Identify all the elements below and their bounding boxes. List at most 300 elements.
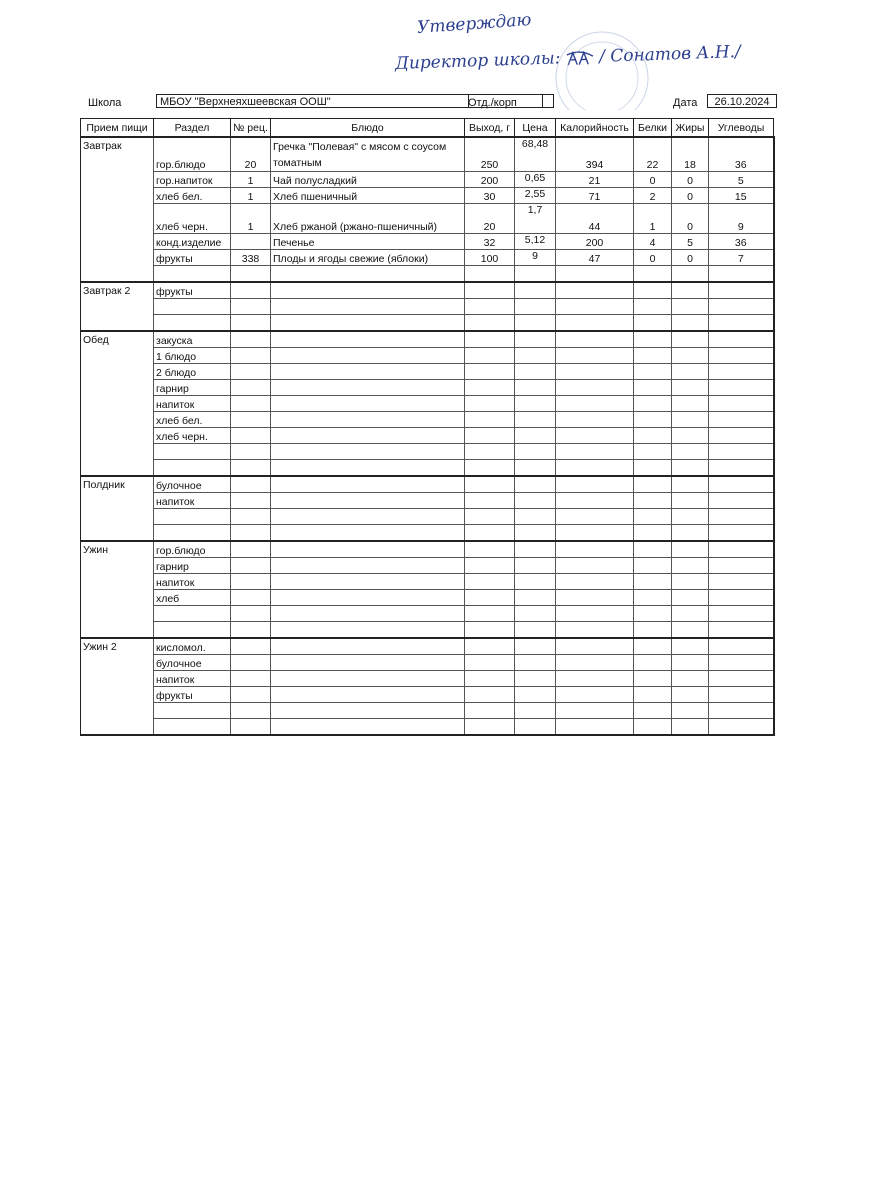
- table-row: [81, 670, 774, 686]
- cell-yield: 20: [465, 203, 515, 233]
- cell-dish: [271, 427, 465, 443]
- cell-dish: [271, 476, 465, 493]
- cell-section: [154, 508, 231, 524]
- meal-name: Ужин 2: [81, 638, 154, 735]
- cell-kcal: [556, 476, 634, 493]
- cell-protein: [634, 541, 672, 558]
- cell-price: [515, 508, 556, 524]
- cell-fat: [672, 282, 709, 299]
- cell-protein: [634, 395, 672, 411]
- cell-recipe: [231, 573, 271, 589]
- cell-yield: [465, 265, 515, 282]
- cell-kcal: [556, 686, 634, 702]
- cell-carbs: [709, 395, 774, 411]
- cell-yield: [465, 589, 515, 605]
- cell-dish: Хлеб ржаной (ржано-пшеничный): [271, 203, 465, 233]
- cell-section: 2 блюдо: [154, 363, 231, 379]
- cell-kcal: 21: [556, 171, 634, 187]
- cell-section: [154, 265, 231, 282]
- cell-fat: 0: [672, 171, 709, 187]
- cell-dish: [271, 702, 465, 718]
- cell-recipe: 20: [231, 137, 271, 171]
- table-row: [81, 508, 774, 524]
- cell-recipe: 338: [231, 249, 271, 265]
- date-label: Дата: [673, 97, 698, 109]
- cell-fat: 0: [672, 187, 709, 203]
- cell-yield: [465, 298, 515, 314]
- column-header: Раздел: [154, 119, 231, 138]
- cell-section: закуска: [154, 331, 231, 348]
- cell-section: [154, 314, 231, 331]
- cell-protein: 0: [634, 171, 672, 187]
- cell-carbs: 5: [709, 171, 774, 187]
- table-row: [81, 363, 774, 379]
- table-row: [81, 589, 774, 605]
- cell-yield: [465, 363, 515, 379]
- cell-dish: [271, 686, 465, 702]
- cell-protein: [634, 605, 672, 621]
- cell-protein: [634, 702, 672, 718]
- cell-kcal: [556, 702, 634, 718]
- cell-carbs: [709, 686, 774, 702]
- cell-carbs: 36: [709, 137, 774, 171]
- cell-dish: [271, 265, 465, 282]
- cell-carbs: 7: [709, 249, 774, 265]
- cell-price: 68,48: [515, 137, 556, 171]
- cell-recipe: [231, 541, 271, 558]
- cell-recipe: [231, 476, 271, 493]
- cell-section: гор.напиток: [154, 171, 231, 187]
- cell-kcal: [556, 331, 634, 348]
- cell-yield: [465, 314, 515, 331]
- cell-protein: [634, 621, 672, 638]
- cell-kcal: [556, 492, 634, 508]
- cell-dish: [271, 621, 465, 638]
- column-header: Калорийность: [556, 119, 634, 138]
- cell-section: [154, 605, 231, 621]
- cell-fat: [672, 573, 709, 589]
- cell-kcal: [556, 347, 634, 363]
- cell-price: 5,12: [515, 233, 556, 249]
- cell-yield: [465, 347, 515, 363]
- cell-yield: [465, 508, 515, 524]
- cell-fat: [672, 347, 709, 363]
- table-row: [81, 557, 774, 573]
- approval-title: Утверждаю: [416, 10, 533, 38]
- cell-carbs: [709, 508, 774, 524]
- cell-kcal: [556, 638, 634, 655]
- cell-recipe: [231, 654, 271, 670]
- cell-fat: [672, 265, 709, 282]
- cell-protein: 0: [634, 249, 672, 265]
- cell-price: [515, 686, 556, 702]
- column-header: Жиры: [672, 119, 709, 138]
- cell-fat: [672, 298, 709, 314]
- cell-recipe: [231, 298, 271, 314]
- cell-section: фрукты: [154, 282, 231, 299]
- table-row: [81, 702, 774, 718]
- cell-section: 1 блюдо: [154, 347, 231, 363]
- cell-yield: 100: [465, 249, 515, 265]
- cell-dish: Гречка "Полевая" с мясом с соусом томатным: [271, 137, 465, 171]
- cell-yield: [465, 476, 515, 493]
- cell-recipe: [231, 331, 271, 348]
- table-header-row: [81, 119, 774, 138]
- cell-dish: [271, 443, 465, 459]
- cell-recipe: [231, 314, 271, 331]
- cell-dish: [271, 298, 465, 314]
- cell-price: [515, 638, 556, 655]
- cell-fat: [672, 395, 709, 411]
- cell-section: [154, 718, 231, 735]
- cell-recipe: [231, 621, 271, 638]
- cell-section: [154, 298, 231, 314]
- cell-carbs: 36: [709, 233, 774, 249]
- table-row: [81, 171, 774, 187]
- cell-kcal: 47: [556, 249, 634, 265]
- column-header: Прием пищи: [81, 119, 154, 138]
- cell-protein: [634, 411, 672, 427]
- cell-recipe: [231, 265, 271, 282]
- cell-kcal: 394: [556, 137, 634, 171]
- school-field: МБОУ "Верхнеяхшеевская ООШ": [156, 94, 543, 108]
- cell-price: [515, 347, 556, 363]
- cell-fat: 0: [672, 203, 709, 233]
- cell-section: хлеб: [154, 589, 231, 605]
- cell-carbs: [709, 331, 774, 348]
- cell-price: [515, 298, 556, 314]
- cell-recipe: [231, 363, 271, 379]
- table-row: [81, 573, 774, 589]
- meal-name: Ужин: [81, 541, 154, 638]
- cell-price: [515, 492, 556, 508]
- cell-recipe: [231, 557, 271, 573]
- cell-price: [515, 573, 556, 589]
- cell-yield: [465, 718, 515, 735]
- cell-carbs: [709, 524, 774, 541]
- cell-carbs: [709, 411, 774, 427]
- table-row: [81, 621, 774, 638]
- cell-yield: [465, 282, 515, 299]
- cell-yield: [465, 670, 515, 686]
- table-row: [81, 395, 774, 411]
- cell-fat: [672, 541, 709, 558]
- meal-name: Завтрак: [81, 137, 154, 282]
- table-row: [81, 347, 774, 363]
- cell-price: [515, 331, 556, 348]
- cell-section: фрукты: [154, 686, 231, 702]
- cell-kcal: [556, 605, 634, 621]
- column-header: Белки: [634, 119, 672, 138]
- cell-dish: [271, 589, 465, 605]
- cell-fat: 5: [672, 233, 709, 249]
- cell-price: [515, 557, 556, 573]
- cell-price: [515, 443, 556, 459]
- cell-kcal: [556, 621, 634, 638]
- cell-price: [515, 363, 556, 379]
- table-row: [81, 459, 774, 476]
- dept-field: [468, 94, 554, 108]
- cell-section: напиток: [154, 492, 231, 508]
- table-row: [81, 638, 774, 655]
- cell-carbs: [709, 476, 774, 493]
- cell-kcal: [556, 459, 634, 476]
- cell-fat: [672, 427, 709, 443]
- cell-kcal: [556, 379, 634, 395]
- cell-price: [515, 654, 556, 670]
- school-label: Школа: [88, 97, 122, 109]
- cell-dish: [271, 654, 465, 670]
- cell-recipe: 1: [231, 171, 271, 187]
- column-header: Углеводы: [709, 119, 774, 138]
- cell-recipe: [231, 233, 271, 249]
- cell-protein: 4: [634, 233, 672, 249]
- column-header: Выход, г: [465, 119, 515, 138]
- cell-dish: [271, 347, 465, 363]
- cell-yield: [465, 686, 515, 702]
- cell-section: напиток: [154, 573, 231, 589]
- cell-carbs: [709, 443, 774, 459]
- cell-section: [154, 524, 231, 541]
- cell-recipe: 1: [231, 203, 271, 233]
- cell-fat: [672, 605, 709, 621]
- cell-recipe: [231, 638, 271, 655]
- cell-fat: [672, 459, 709, 476]
- meal-name: Полдник: [81, 476, 154, 541]
- cell-kcal: [556, 443, 634, 459]
- cell-dish: Плоды и ягоды свежие (яблоки): [271, 249, 465, 265]
- cell-fat: 18: [672, 137, 709, 171]
- cell-section: гарнир: [154, 557, 231, 573]
- cell-fat: [672, 654, 709, 670]
- cell-yield: [465, 492, 515, 508]
- cell-carbs: [709, 314, 774, 331]
- cell-price: [515, 265, 556, 282]
- cell-kcal: [556, 573, 634, 589]
- cell-fat: [672, 621, 709, 638]
- cell-dish: [271, 508, 465, 524]
- cell-protein: [634, 331, 672, 348]
- cell-recipe: [231, 347, 271, 363]
- cell-protein: [634, 379, 672, 395]
- cell-kcal: [556, 363, 634, 379]
- cell-carbs: [709, 363, 774, 379]
- cell-protein: [634, 443, 672, 459]
- cell-fat: [672, 702, 709, 718]
- cell-kcal: [556, 282, 634, 299]
- cell-kcal: [556, 654, 634, 670]
- cell-section: кисломол.: [154, 638, 231, 655]
- table-row: [81, 605, 774, 621]
- cell-yield: [465, 557, 515, 573]
- cell-price: [515, 427, 556, 443]
- cell-dish: [271, 379, 465, 395]
- cell-recipe: [231, 427, 271, 443]
- cell-protein: [634, 524, 672, 541]
- table-row: [81, 411, 774, 427]
- column-header: Блюдо: [271, 119, 465, 138]
- cell-dish: [271, 638, 465, 655]
- cell-kcal: [556, 557, 634, 573]
- cell-kcal: 71: [556, 187, 634, 203]
- cell-fat: 0: [672, 249, 709, 265]
- cell-price: [515, 541, 556, 558]
- meal-name: Завтрак 2: [81, 282, 154, 331]
- cell-kcal: [556, 670, 634, 686]
- director-label: Директор школы:: [394, 48, 561, 75]
- cell-carbs: [709, 265, 774, 282]
- cell-protein: 1: [634, 203, 672, 233]
- cell-protein: [634, 492, 672, 508]
- cell-recipe: [231, 605, 271, 621]
- cell-protein: 2: [634, 187, 672, 203]
- cell-dish: [271, 573, 465, 589]
- column-header: Цена: [515, 119, 556, 138]
- cell-protein: [634, 282, 672, 299]
- cell-protein: 22: [634, 137, 672, 171]
- cell-kcal: [556, 314, 634, 331]
- cell-dish: Чай полусладкий: [271, 171, 465, 187]
- cell-fat: [672, 363, 709, 379]
- cell-kcal: [556, 411, 634, 427]
- table-row: [81, 137, 774, 171]
- table-row: [81, 541, 774, 558]
- table-row: [81, 298, 774, 314]
- cell-dish: [271, 395, 465, 411]
- table-row: [81, 379, 774, 395]
- cell-section: [154, 443, 231, 459]
- cell-carbs: [709, 638, 774, 655]
- cell-carbs: [709, 670, 774, 686]
- menu-table: [80, 118, 775, 736]
- cell-dish: [271, 331, 465, 348]
- column-header: № рец.: [231, 119, 271, 138]
- cell-recipe: [231, 379, 271, 395]
- cell-protein: [634, 347, 672, 363]
- table-row: [81, 265, 774, 282]
- dept-label: Отд./корп: [468, 97, 517, 109]
- cell-section: гор.блюдо: [154, 541, 231, 558]
- cell-dish: [271, 459, 465, 476]
- cell-section: [154, 702, 231, 718]
- cell-kcal: [556, 524, 634, 541]
- cell-price: [515, 718, 556, 735]
- cell-yield: [465, 379, 515, 395]
- table-row: [81, 282, 774, 299]
- table-row: [81, 187, 774, 203]
- cell-yield: [465, 524, 515, 541]
- cell-fat: [672, 557, 709, 573]
- cell-section: булочное: [154, 476, 231, 493]
- cell-fat: [672, 379, 709, 395]
- cell-yield: [465, 459, 515, 476]
- cell-section: булочное: [154, 654, 231, 670]
- cell-dish: [271, 605, 465, 621]
- cell-yield: [465, 605, 515, 621]
- director-name: / Сонатов А.Н./: [598, 41, 742, 67]
- cell-price: [515, 621, 556, 638]
- cell-section: напиток: [154, 670, 231, 686]
- table-row: [81, 476, 774, 493]
- cell-price: 0,65: [515, 171, 556, 187]
- cell-price: [515, 395, 556, 411]
- document-header: [80, 88, 780, 114]
- cell-kcal: [556, 718, 634, 735]
- cell-yield: [465, 443, 515, 459]
- cell-recipe: [231, 492, 271, 508]
- cell-dish: [271, 557, 465, 573]
- table-row: [81, 331, 774, 348]
- cell-fat: [672, 411, 709, 427]
- cell-yield: [465, 638, 515, 655]
- cell-yield: [465, 541, 515, 558]
- cell-price: [515, 605, 556, 621]
- cell-dish: Хлеб пшеничный: [271, 187, 465, 203]
- cell-fat: [672, 524, 709, 541]
- table-row: [81, 203, 774, 233]
- cell-dish: [271, 718, 465, 735]
- cell-recipe: [231, 443, 271, 459]
- cell-fat: [672, 492, 709, 508]
- cell-section: хлеб черн.: [154, 427, 231, 443]
- cell-kcal: [556, 541, 634, 558]
- cell-kcal: 200: [556, 233, 634, 249]
- cell-price: [515, 379, 556, 395]
- cell-yield: 30: [465, 187, 515, 203]
- cell-kcal: [556, 508, 634, 524]
- cell-carbs: [709, 654, 774, 670]
- cell-yield: [465, 573, 515, 589]
- cell-carbs: [709, 541, 774, 558]
- cell-price: [515, 670, 556, 686]
- cell-dish: [271, 314, 465, 331]
- cell-dish: [271, 411, 465, 427]
- cell-yield: [465, 427, 515, 443]
- cell-recipe: [231, 718, 271, 735]
- cell-kcal: [556, 265, 634, 282]
- cell-yield: [465, 621, 515, 638]
- cell-dish: [271, 524, 465, 541]
- cell-kcal: [556, 589, 634, 605]
- cell-section: хлеб черн.: [154, 203, 231, 233]
- cell-recipe: [231, 670, 271, 686]
- cell-protein: [634, 363, 672, 379]
- cell-dish: [271, 670, 465, 686]
- cell-carbs: 9: [709, 203, 774, 233]
- cell-fat: [672, 718, 709, 735]
- cell-protein: [634, 265, 672, 282]
- cell-yield: [465, 331, 515, 348]
- cell-recipe: [231, 459, 271, 476]
- cell-fat: [672, 314, 709, 331]
- cell-carbs: [709, 379, 774, 395]
- cell-fat: [672, 589, 709, 605]
- cell-protein: [634, 573, 672, 589]
- cell-carbs: 15: [709, 187, 774, 203]
- cell-kcal: [556, 427, 634, 443]
- cell-fat: [672, 638, 709, 655]
- cell-kcal: 44: [556, 203, 634, 233]
- cell-kcal: [556, 395, 634, 411]
- table-row: [81, 443, 774, 459]
- cell-section: хлеб бел.: [154, 187, 231, 203]
- cell-recipe: [231, 411, 271, 427]
- cell-carbs: [709, 282, 774, 299]
- cell-dish: [271, 282, 465, 299]
- cell-kcal: [556, 298, 634, 314]
- cell-recipe: [231, 508, 271, 524]
- cell-recipe: [231, 282, 271, 299]
